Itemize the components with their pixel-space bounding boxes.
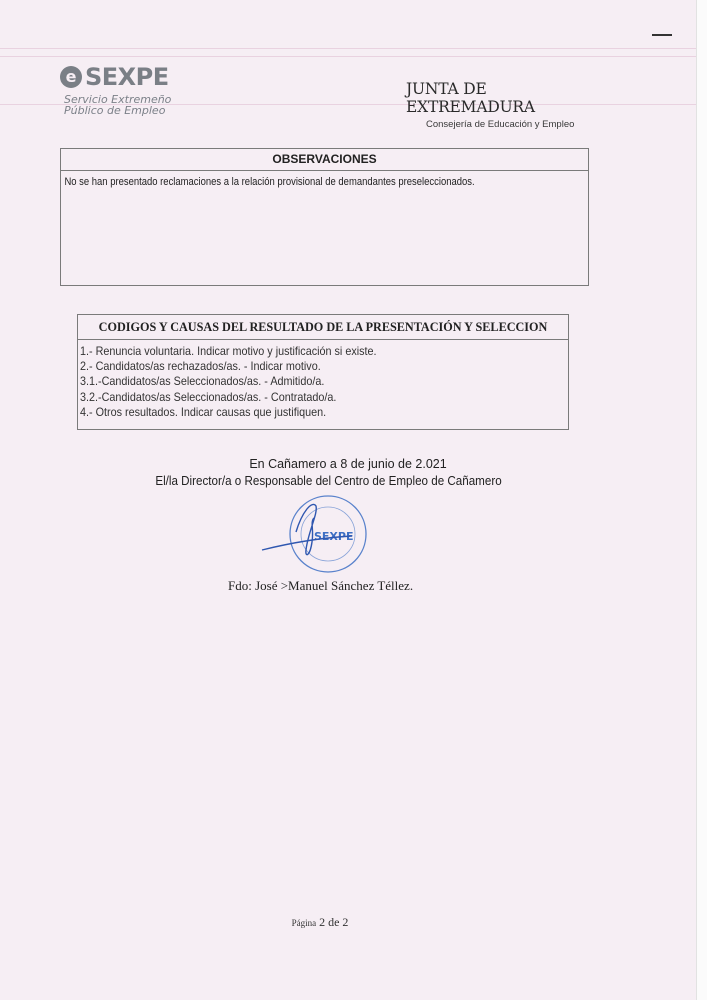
observaciones-title: OBSERVACIONES	[61, 149, 588, 171]
scan-artifact-line	[0, 56, 696, 57]
stamp-text: SEXPE	[314, 530, 354, 543]
page-number-prefix: Página	[291, 918, 317, 928]
official-stamp	[256, 492, 376, 582]
junta-subtitle: Consejería de Educación y Empleo	[426, 119, 575, 130]
junta-header	[406, 80, 576, 130]
scan-artifact-line	[0, 48, 696, 49]
codigos-item: 1.- Renuncia voluntaria. Indicar motivo y justificación si existe.	[80, 344, 377, 358]
sexpe-logo-name: SEXPE	[85, 63, 169, 91]
codigos-list	[78, 340, 568, 420]
junta-title: JUNTA DE EXTREMADURA	[406, 80, 535, 116]
codigos-box	[77, 314, 569, 430]
director-role: El/la Director/a o Responsable del Centro de Empleo de Cañamero	[155, 474, 502, 488]
observaciones-text: No se han presentado reclamaciones a la relación provisional de demandantes preseleccionados.	[64, 176, 475, 188]
scan-margin	[696, 0, 707, 1000]
codigos-item: 3.1.-Candidatos/as Seleccionados/as. - Admitido/a.	[80, 374, 325, 389]
place-date: En Cañamero a 8 de junio de 2.021	[249, 457, 447, 471]
signer-name: Fdo: José >Manuel Sánchez Téllez.	[228, 578, 414, 593]
codigos-item: 3.2.-Candidatos/as Seleccionados/as. - Contratado/a.	[80, 389, 337, 404]
observaciones-box	[60, 148, 589, 286]
page-corner-mark	[652, 34, 672, 36]
codigos-item: 2.- Candidatos/as rechazados/as. - Indicar motivo.	[80, 359, 321, 374]
sexpe-e-icon: e	[60, 66, 82, 88]
sexpe-logo	[60, 64, 180, 116]
page-number	[0, 915, 640, 930]
sexpe-logo-line1: Servicio Extremeño	[64, 93, 172, 106]
sexpe-logo-line2: Público de Empleo	[64, 104, 166, 117]
codigos-item: 4.- Otros resultados. Indicar causas que justifiquen.	[80, 404, 327, 419]
codigos-title: CODIGOS Y CAUSAS DEL RESULTADO DE LA PRESENTACIÓN Y SELECCION	[78, 315, 568, 340]
page-number-value: 2 de 2	[319, 915, 349, 929]
